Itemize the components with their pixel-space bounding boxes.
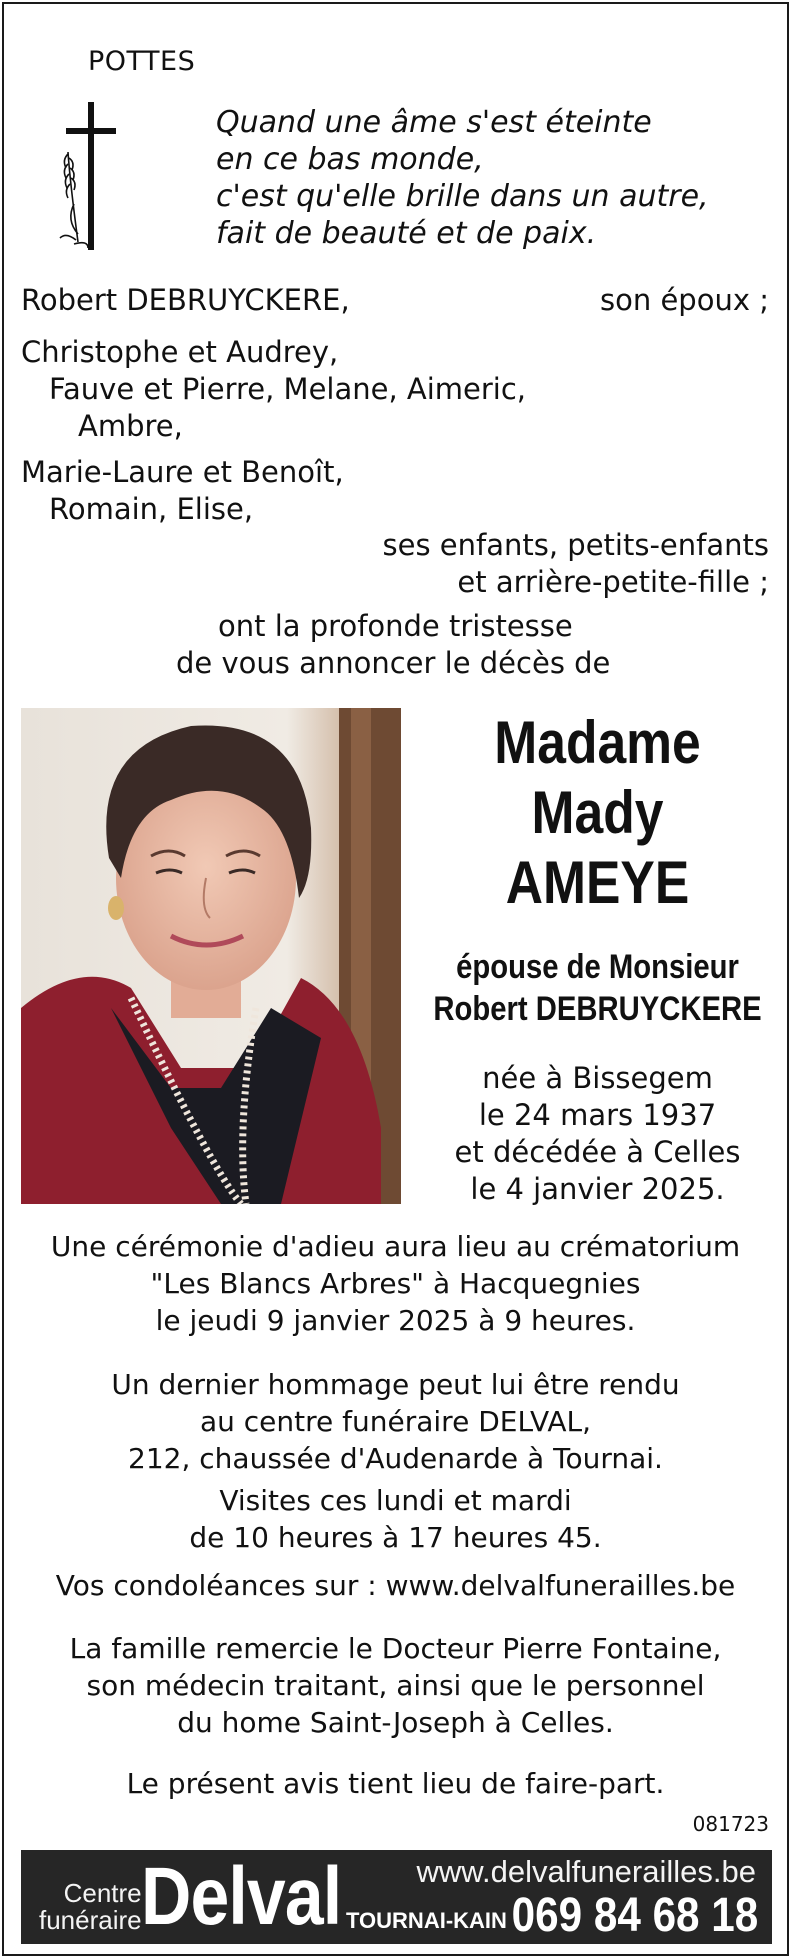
visits-block — [4, 1482, 787, 1556]
homage-line: Un dernier hommage peut lui être rendu — [111, 1368, 680, 1401]
homage-line: au centre funéraire DELVAL, — [199, 1405, 591, 1438]
funeral-home-city: TOURNAI-KAIN — [346, 1908, 507, 1933]
death-place: et décédée à Celles — [454, 1135, 741, 1169]
family-role-line: ses enfants, petits-enfants — [382, 528, 769, 562]
deceased-first-name: Mady — [531, 779, 664, 846]
ceremony-line: le jeudi 9 janvier 2025 à 9 heures. — [155, 1304, 636, 1337]
family-member-line: Ambre, — [78, 409, 183, 443]
thanks-line: La famille remercie le Docteur Pierre Fontaine, — [69, 1632, 722, 1665]
death-date: le 4 janvier 2025. — [470, 1172, 725, 1206]
obituary-notice — [2, 2, 789, 1956]
family-role-line: et arrière-petite-fille ; — [457, 565, 769, 599]
reference-number: 081723 — [692, 1812, 769, 1836]
centre-funeraire-label — [39, 1880, 142, 1934]
delval-logo-text: Delval — [141, 1851, 342, 1942]
family-member-line: Marie-Laure et Benoît, — [21, 455, 344, 489]
funeral-home-url: www.delvalfunerailles.be — [416, 1854, 756, 1889]
deceased-name-block — [404, 708, 791, 918]
funeral-home-banner — [21, 1850, 772, 1944]
town-name: POTTES — [88, 46, 196, 77]
deceased-last-name: AMEYE — [505, 849, 690, 916]
ceremony-line: "Les Blancs Arbres" à Hacquegnies — [150, 1267, 641, 1300]
cross-with-wheat-icon — [52, 102, 132, 252]
birth-date: le 24 mars 1937 — [478, 1098, 717, 1132]
birth-place: née à Bissegem — [482, 1061, 713, 1095]
family-member-line: Christophe et Audrey, — [21, 335, 339, 369]
portrait-photo — [21, 708, 401, 1204]
thanks-line: du home Saint-Joseph à Celles. — [177, 1706, 614, 1739]
spouse-line: épouse de Monsieur — [456, 948, 739, 986]
thanks-block — [4, 1630, 787, 1741]
centre-label: Centre — [63, 1878, 142, 1908]
homage-line: 212, chaussée d'Audenarde à Tournai. — [128, 1442, 663, 1475]
spouse-block — [404, 946, 791, 1030]
spouse-line: Robert DEBRUYCKERE — [433, 990, 762, 1028]
announcement-line: de vous annoncer le décès de — [176, 646, 611, 680]
visits-line: de 10 heures à 17 heures 45. — [189, 1521, 602, 1554]
memorial-poem — [216, 104, 709, 252]
spouse-role: son époux ; — [600, 283, 769, 317]
ceremony-block — [4, 1228, 787, 1339]
thanks-line: son médecin traitant, ainsi que le personnel — [86, 1669, 705, 1702]
poem-line: c'est qu'elle brille dans un autre, — [216, 179, 709, 214]
poem-line: Quand une âme s'est éteinte — [216, 105, 652, 140]
family-member-line: Romain, Elise, — [49, 492, 254, 526]
ceremony-line: Une cérémonie d'adieu aura lieu au crématorium — [50, 1230, 741, 1263]
funeral-home-phone: 069 84 68 18 — [511, 1889, 758, 1942]
poem-line: en ce bas monde, — [216, 142, 484, 177]
homage-block — [4, 1366, 787, 1477]
deceased-title: Madame — [494, 709, 701, 776]
poem-line: fait de beauté et de paix. — [216, 216, 597, 251]
condolences-line: Vos condoléances sur : www.delvalfunerailles.be — [55, 1569, 736, 1602]
visits-line: Visites ces lundi et mardi — [219, 1484, 572, 1517]
funeraire-label: funéraire — [39, 1905, 142, 1935]
announcement-line: ont la profonde tristesse — [218, 609, 573, 643]
spouse-name: Robert DEBRUYCKERE, — [21, 283, 350, 317]
birth-death-block — [404, 1060, 791, 1208]
notice-line: Le présent avis tient lieu de faire-part. — [126, 1767, 665, 1800]
family-member-line: Fauve et Pierre, Melane, Aimeric, — [49, 372, 527, 406]
